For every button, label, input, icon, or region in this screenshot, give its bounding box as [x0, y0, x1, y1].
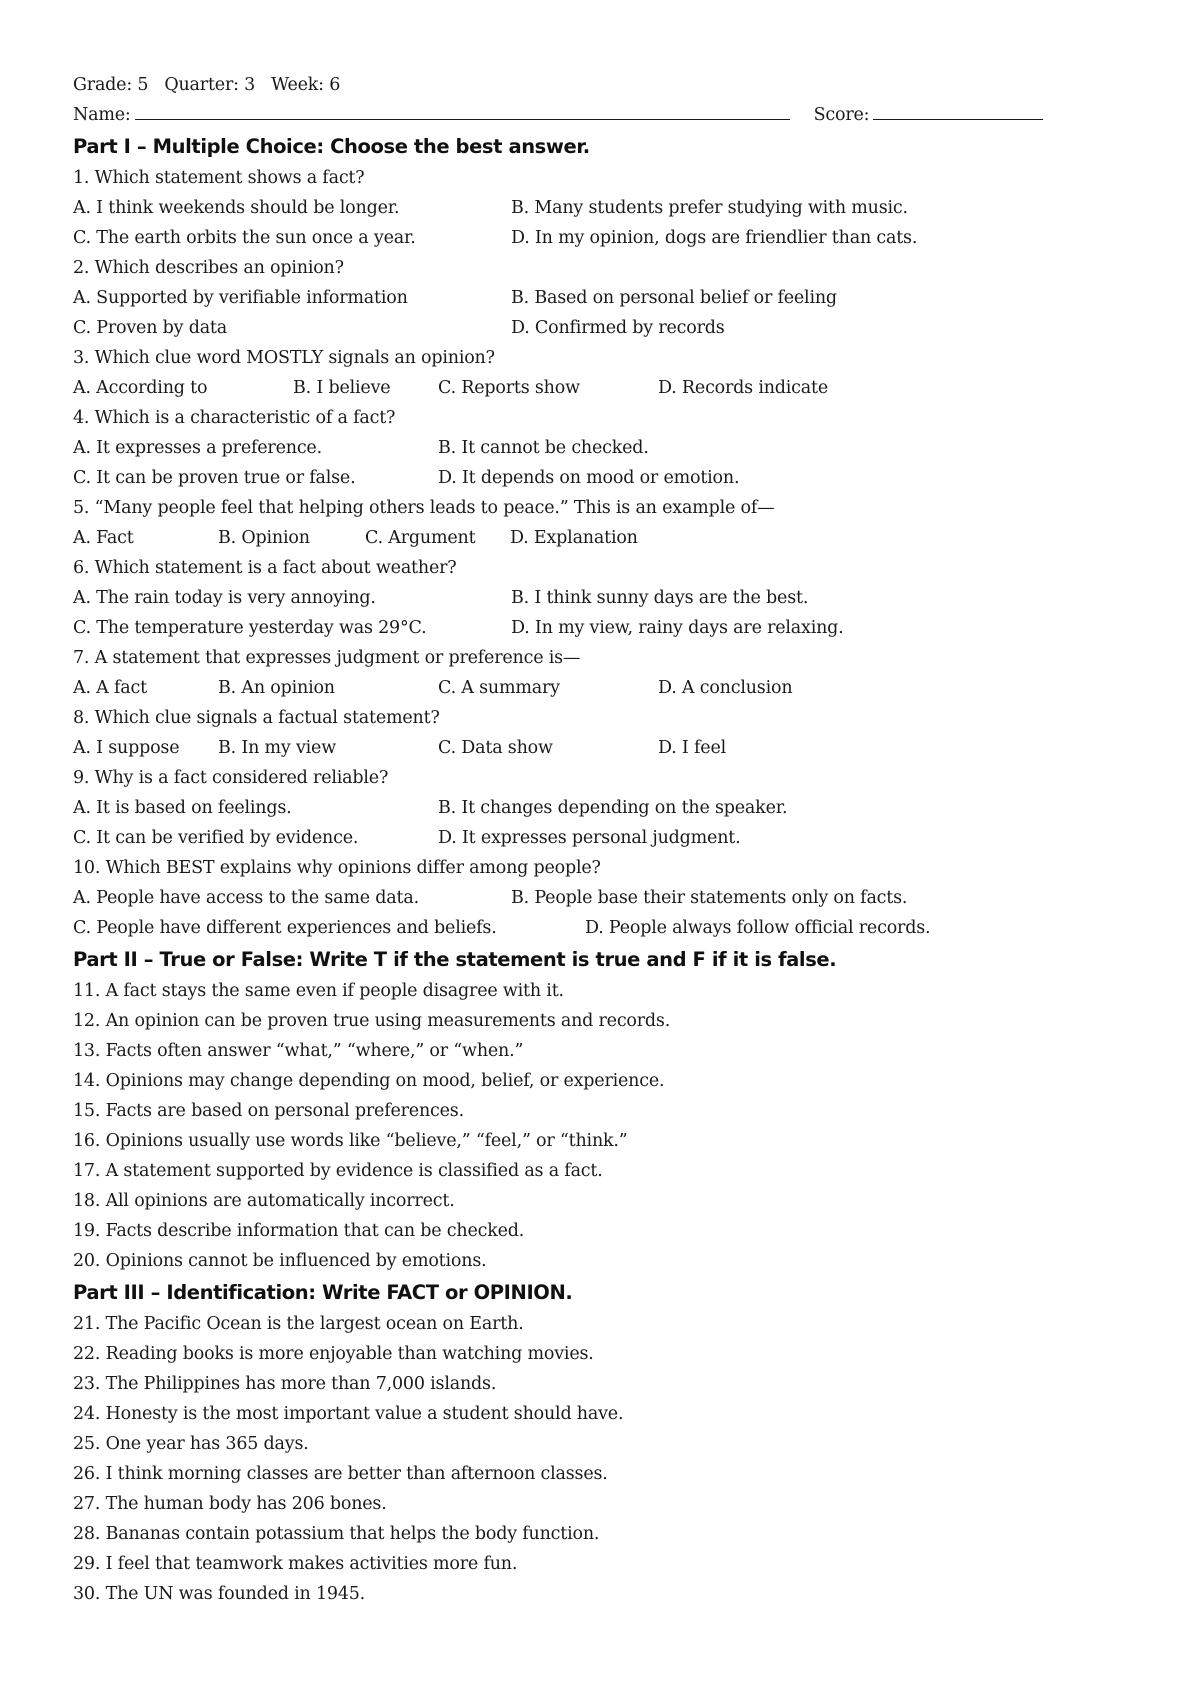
- option-6c: C. The temperature yesterday was 29°C.: [73, 618, 427, 638]
- id-item-25: 25. One year has 365 days.: [73, 1434, 309, 1454]
- id-item-21: 21. The Pacific Ocean is the largest ocean on Earth.: [73, 1314, 524, 1334]
- option-5a: A. Fact: [73, 528, 134, 548]
- name-blank[interactable]: [135, 101, 790, 120]
- question-4: 4. Which is a characteristic of a fact?: [73, 408, 396, 428]
- question-9: 9. Why is a fact considered reliable?: [73, 768, 389, 788]
- options-row: [73, 313, 1073, 343]
- tf-item-18: 18. All opinions are automatically incorrect.: [73, 1191, 455, 1211]
- option-4a: A. It expresses a preference.: [73, 438, 322, 458]
- option-9d: D. It expresses personal judgment.: [438, 828, 741, 848]
- option-7c: C. A summary: [438, 678, 560, 698]
- options-row: [73, 913, 1073, 943]
- option-7d: D. A conclusion: [658, 678, 793, 698]
- id-item-24: 24. Honesty is the most important value a student should have.: [73, 1404, 624, 1424]
- options-row: [73, 673, 1073, 703]
- score-label: Score:: [813, 105, 870, 125]
- options-row: [73, 793, 1073, 823]
- option-3b: B. I believe: [293, 378, 391, 398]
- options-row: [73, 733, 1073, 763]
- option-4c: C. It can be proven true or false.: [73, 468, 356, 488]
- options-row: [73, 883, 1073, 913]
- option-6b: B. I think sunny days are the best.: [511, 588, 809, 608]
- name-label: Name:: [73, 105, 131, 125]
- part2-title: Part II – True or False: Write T if the statement is true and F if it is false.: [73, 948, 837, 971]
- id-item-23: 23. The Philippines has more than 7,000 islands.: [73, 1374, 497, 1394]
- option-8b: B. In my view: [218, 738, 336, 758]
- id-item-27: 27. The human body has 206 bones.: [73, 1494, 387, 1514]
- tf-item-19: 19. Facts describe information that can be checked.: [73, 1221, 525, 1241]
- question-2: 2. Which describes an opinion?: [73, 258, 344, 278]
- options-row: [73, 823, 1073, 853]
- option-1b: B. Many students prefer studying with music.: [511, 198, 908, 218]
- option-6d: D. In my view, rainy days are relaxing.: [511, 618, 844, 638]
- options-row: [73, 223, 1073, 253]
- id-item-30: 30. The UN was founded in 1945.: [73, 1584, 366, 1604]
- option-1c: C. The earth orbits the sun once a year.: [73, 228, 416, 248]
- tf-item-11: 11. A fact stays the same even if people disagree with it.: [73, 981, 564, 1001]
- tf-item-14: 14. Opinions may change depending on mood, belief, or experience.: [73, 1071, 665, 1091]
- options-row: [73, 193, 1073, 223]
- question-8: 8. Which clue signals a factual statement?: [73, 708, 440, 728]
- option-2d: D. Confirmed by records: [511, 318, 725, 338]
- id-item-26: 26. I think morning classes are better than afternoon classes.: [73, 1464, 608, 1484]
- option-10c: C. People have different experiences and beliefs.: [73, 918, 497, 938]
- tf-item-20: 20. Opinions cannot be influenced by emotions.: [73, 1251, 487, 1271]
- option-2c: C. Proven by data: [73, 318, 227, 338]
- question-3: 3. Which clue word MOSTLY signals an opinion?: [73, 348, 495, 368]
- option-5d: D. Explanation: [510, 528, 638, 548]
- option-10d: D. People always follow official records.: [585, 918, 931, 938]
- worksheet-header: [73, 70, 1073, 100]
- option-5c: C. Argument: [365, 528, 476, 548]
- option-9b: B. It changes depending on the speaker.: [438, 798, 788, 818]
- question-7: 7. A statement that expresses judgment or preference is—: [73, 648, 581, 668]
- id-item-29: 29. I feel that teamwork makes activities more fun.: [73, 1554, 518, 1574]
- option-10a: A. People have access to the same data.: [73, 888, 419, 908]
- tf-item-16: 16. Opinions usually use words like “believe,” “feel,” or “think.”: [73, 1131, 628, 1151]
- id-item-22: 22. Reading books is more enjoyable than watching movies.: [73, 1344, 594, 1364]
- week-label: Week: 6: [271, 75, 341, 95]
- score-blank[interactable]: [873, 101, 1043, 120]
- tf-item-17: 17. A statement supported by evidence is classified as a fact.: [73, 1161, 603, 1181]
- option-9c: C. It can be verified by evidence.: [73, 828, 359, 848]
- option-2a: A. Supported by verifiable information: [73, 288, 408, 308]
- question-6: 6. Which statement is a fact about weather?: [73, 558, 457, 578]
- id-item-28: 28. Bananas contain potassium that helps the body function.: [73, 1524, 600, 1544]
- option-2b: B. Based on personal belief or feeling: [511, 288, 837, 308]
- tf-item-13: 13. Facts often answer “what,” “where,” or “when.”: [73, 1041, 524, 1061]
- options-row: [73, 583, 1073, 613]
- option-4d: D. It depends on mood or emotion.: [438, 468, 740, 488]
- options-row: [73, 463, 1073, 493]
- option-6a: A. The rain today is very annoying.: [73, 588, 376, 608]
- part1-title: Part I – Multiple Choice: Choose the best answer.: [73, 135, 590, 158]
- options-row: [73, 523, 1073, 553]
- worksheet-page: [73, 70, 1073, 1609]
- option-10b: B. People base their statements only on facts.: [511, 888, 908, 908]
- option-1d: D. In my opinion, dogs are friendlier than cats.: [511, 228, 918, 248]
- option-8d: D. I feel: [658, 738, 726, 758]
- option-3d: D. Records indicate: [658, 378, 829, 398]
- tf-item-15: 15. Facts are based on personal preferences.: [73, 1101, 464, 1121]
- part3-title: Part III – Identification: Write FACT or OPINION.: [73, 1281, 573, 1304]
- question-10: 10. Which BEST explains why opinions differ among people?: [73, 858, 601, 878]
- option-9a: A. It is based on feelings.: [73, 798, 292, 818]
- question-5: 5. “Many people feel that helping others leads to peace.” This is an example of—: [73, 498, 775, 518]
- tf-item-12: 12. An opinion can be proven true using measurements and records.: [73, 1011, 671, 1031]
- options-row: [73, 373, 1073, 403]
- question-1: 1. Which statement shows a fact?: [73, 168, 365, 188]
- name-score-row: [73, 100, 1073, 130]
- grade-label: Grade: 5: [73, 75, 149, 95]
- option-3c: C. Reports show: [438, 378, 580, 398]
- option-3a: A. According to: [73, 378, 208, 398]
- options-row: [73, 433, 1073, 463]
- options-row: [73, 283, 1073, 313]
- option-7a: A. A fact: [73, 678, 147, 698]
- option-7b: B. An opinion: [218, 678, 335, 698]
- options-row: [73, 613, 1073, 643]
- option-1a: A. I think weekends should be longer.: [73, 198, 400, 218]
- quarter-label: Quarter: 3: [164, 75, 256, 95]
- option-4b: B. It cannot be checked.: [438, 438, 649, 458]
- option-8a: A. I suppose: [73, 738, 180, 758]
- option-5b: B. Opinion: [218, 528, 310, 548]
- option-8c: C. Data show: [438, 738, 553, 758]
